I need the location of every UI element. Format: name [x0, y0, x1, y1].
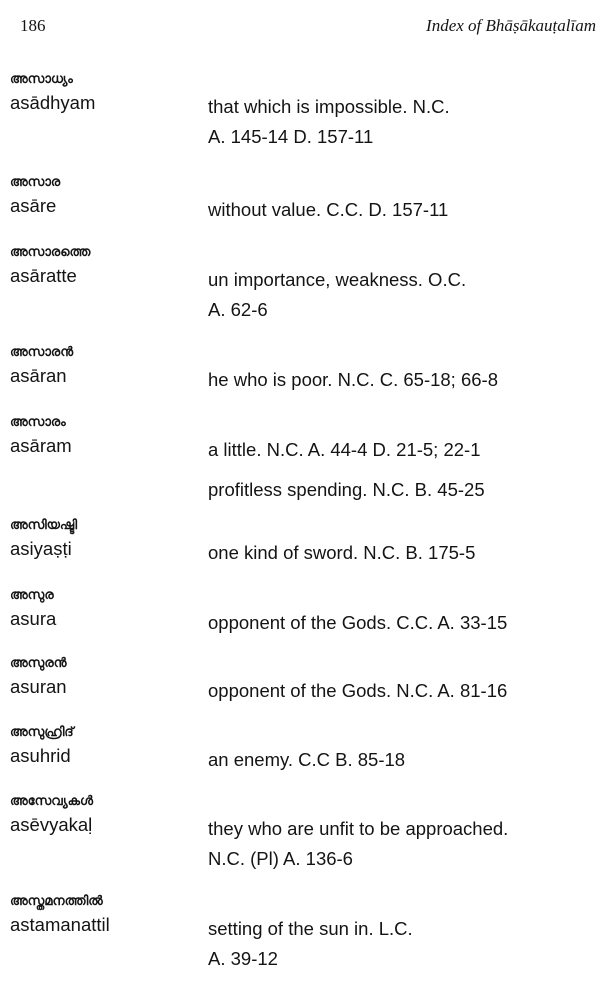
entry-transliteration: astamanattil [10, 914, 110, 935]
gloss-line: setting of the sun in. L.C. [208, 918, 413, 939]
gloss-line: un importance, weakness. O.C. [208, 269, 467, 290]
entry-headword: അസാരൻ [10, 345, 74, 360]
gloss-line: an enemy. C.C B. 85-18 [208, 749, 406, 770]
entry-headword: അസാധ്യം [10, 72, 73, 87]
entry-transliteration: asiyaṣṭi [10, 538, 72, 559]
entry-transliteration: asādhyam [10, 92, 96, 113]
running-title: Index of Bhāṣākauṭalīam [426, 16, 596, 35]
entry-headword: അസിയഷ്ടി [10, 518, 78, 533]
gloss-line: opponent of the Gods. N.C. A. 81-16 [208, 680, 508, 701]
entry-gloss [208, 365, 598, 395]
gloss-line: that which is impossible. N.C. [208, 96, 450, 117]
gloss-line: A. 145-14 D. 157-11 [208, 126, 374, 147]
entry-transliteration: asāratte [10, 265, 77, 286]
entry-gloss [208, 430, 598, 510]
gloss-line: profitless spending. N.C. B. 45-25 [208, 479, 485, 500]
entry-gloss [208, 914, 598, 974]
entry-gloss [208, 265, 598, 325]
entry-transliteration: asāram [10, 435, 72, 456]
entry-transliteration: asura [10, 608, 57, 629]
entry-transliteration: asāre [10, 195, 57, 216]
gloss-line: a little. N.C. A. 44-4 D. 21-5; 22-1 [208, 439, 481, 460]
entry-headword: അസാരം [10, 415, 66, 430]
entry-transliteration: asēvyakaḷ [10, 814, 93, 835]
entry-headword: അസേവ്യകൾ [10, 794, 94, 809]
gloss-line: A. 39-12 [208, 948, 278, 969]
entry-headword: അസുഹ്രിദ് [10, 725, 74, 740]
gloss-line: A. 62-6 [208, 299, 268, 320]
entry-gloss [208, 814, 598, 874]
gloss-line: they who are unfit to be approached. [208, 818, 509, 839]
gloss-line: without value. C.C. D. 157-11 [208, 199, 449, 220]
entry-gloss [208, 608, 598, 638]
page-number: 186 [20, 16, 46, 35]
gloss-line: one kind of sword. N.C. B. 175-5 [208, 542, 476, 563]
entry-gloss [208, 195, 598, 225]
gloss-line: opponent of the Gods. C.C. A. 33-15 [208, 612, 508, 633]
entry-transliteration: asuhrid [10, 745, 71, 766]
entry-transliteration: asuran [10, 676, 67, 697]
entry-headword: അസുര [10, 588, 54, 603]
entry-gloss [208, 538, 598, 568]
entry-transliteration: asāran [10, 365, 67, 386]
gloss-line: N.C. (Pl) A. 136-6 [208, 848, 353, 869]
entry-gloss [208, 92, 598, 152]
entry-headword: അസ്തമനത്തിൽ [10, 894, 103, 909]
gloss-line: he who is poor. N.C. C. 65-18; 66-8 [208, 369, 498, 390]
entry-headword: അസാര [10, 175, 61, 190]
entry-gloss [208, 745, 598, 775]
entry-headword: അസാരത്തെ [10, 245, 91, 260]
entry-headword: അസുരൻ [10, 656, 67, 671]
entry-gloss [208, 676, 598, 706]
